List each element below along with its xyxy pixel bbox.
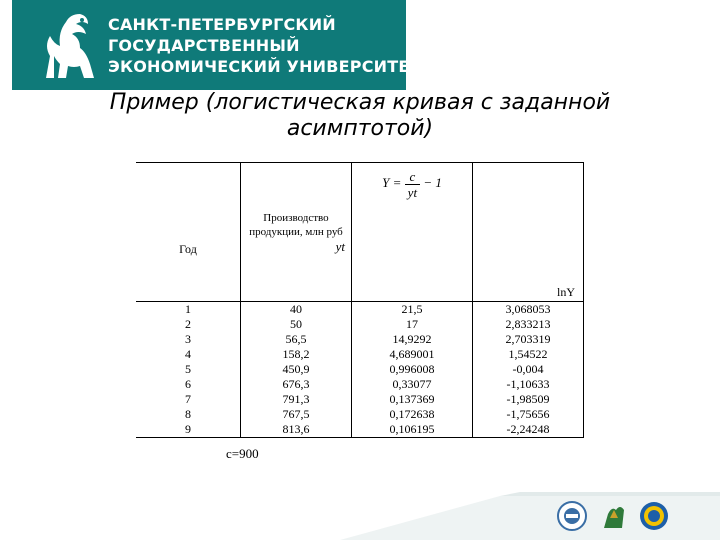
cell-year: 1 <box>136 302 241 318</box>
cell-lny: 2,703319 <box>473 332 584 347</box>
cell-lny: -0,004 <box>473 362 584 377</box>
table-row <box>136 422 584 438</box>
cell-year: 5 <box>185 362 191 376</box>
slide-title <box>0 90 720 142</box>
cell-production: 40 <box>241 302 352 318</box>
header-year-label: Год <box>179 242 197 256</box>
header-production-label: Производство продукции, млн руб <box>249 211 343 238</box>
cell-y: 17 <box>352 317 473 332</box>
table-body <box>136 302 584 438</box>
university-banner <box>12 0 421 90</box>
university-name-line: ЭКОНОМИЧЕСКИЙ УНИВЕРСИТЕТ <box>108 57 421 76</box>
slide-title-line: Пример (логистическая кривая с заданной <box>109 90 611 115</box>
cell-year: 4 <box>185 347 191 361</box>
cell-lny: -1,98509 <box>473 392 584 407</box>
formula-denominator: yt <box>407 185 418 200</box>
university-name-line: ГОСУДАРСТВЕННЫЙ <box>108 36 300 55</box>
slide-title-line: асимптотой) <box>286 116 434 141</box>
header-formula <box>352 163 473 302</box>
cell-production: 813,6 <box>241 422 352 438</box>
header-production <box>241 163 352 302</box>
cell-production: 767,5 <box>241 407 352 422</box>
header-production-symbol: yt <box>335 238 345 254</box>
data-table <box>136 162 584 438</box>
asymptote-note: c=900 <box>226 446 259 461</box>
table-row <box>136 317 584 332</box>
cell-y: 0,137369 <box>352 392 473 407</box>
header-ln <box>473 163 584 302</box>
formula-fraction <box>405 169 420 200</box>
cell-lny: -1,10633 <box>473 377 584 392</box>
cell-year: 9 <box>136 422 241 438</box>
header-year <box>136 163 241 302</box>
cell-lny: 3,068053 <box>473 302 584 318</box>
table-row <box>136 332 584 347</box>
table-row <box>136 302 584 318</box>
cell-y: 0,106195 <box>352 422 473 438</box>
slide-header <box>0 0 720 92</box>
cell-y: 0,172638 <box>352 407 473 422</box>
cell-year: 8 <box>185 407 191 421</box>
cell-year: 7 <box>185 392 191 406</box>
cell-lny: 2,833213 <box>473 317 584 332</box>
cell-year: 3 <box>185 332 191 346</box>
cell-lny: -2,24248 <box>473 422 584 438</box>
emblem-icon <box>638 500 670 532</box>
emblem-icon <box>598 500 630 532</box>
cell-production: 791,3 <box>241 392 352 407</box>
cell-production: 450,9 <box>241 362 352 377</box>
cell-year: 6 <box>185 377 191 391</box>
header-ln-label: lnY <box>557 285 575 299</box>
cell-production: 158,2 <box>241 347 352 362</box>
cell-production: 56,5 <box>241 332 352 347</box>
formula-tail: − 1 <box>423 175 442 191</box>
table-header-row <box>136 163 584 302</box>
table-row <box>136 407 584 422</box>
formula <box>382 169 442 200</box>
university-name <box>108 14 421 77</box>
cell-y: 4,689001 <box>352 347 473 362</box>
cell-y: 14,9292 <box>352 332 473 347</box>
cell-y: 0,33077 <box>352 377 473 392</box>
cell-y: 21,5 <box>352 302 473 318</box>
table-row <box>136 377 584 392</box>
table-row <box>136 347 584 362</box>
griffin-logo-icon <box>36 8 102 82</box>
cell-y: 0,996008 <box>352 362 473 377</box>
formula-lhs: Y = <box>382 175 402 191</box>
formula-numerator: c <box>405 169 420 185</box>
table-row <box>136 392 584 407</box>
university-name-line: САНКТ-ПЕТЕРБУРГСКИЙ <box>108 15 336 34</box>
table-row <box>136 362 584 377</box>
cell-production: 676,3 <box>241 377 352 392</box>
cell-lny: 1,54522 <box>473 347 584 362</box>
cell-year: 2 <box>185 317 191 331</box>
cell-lny: -1,75656 <box>473 407 584 422</box>
cell-production: 50 <box>241 317 352 332</box>
emblem-icon <box>556 500 588 532</box>
